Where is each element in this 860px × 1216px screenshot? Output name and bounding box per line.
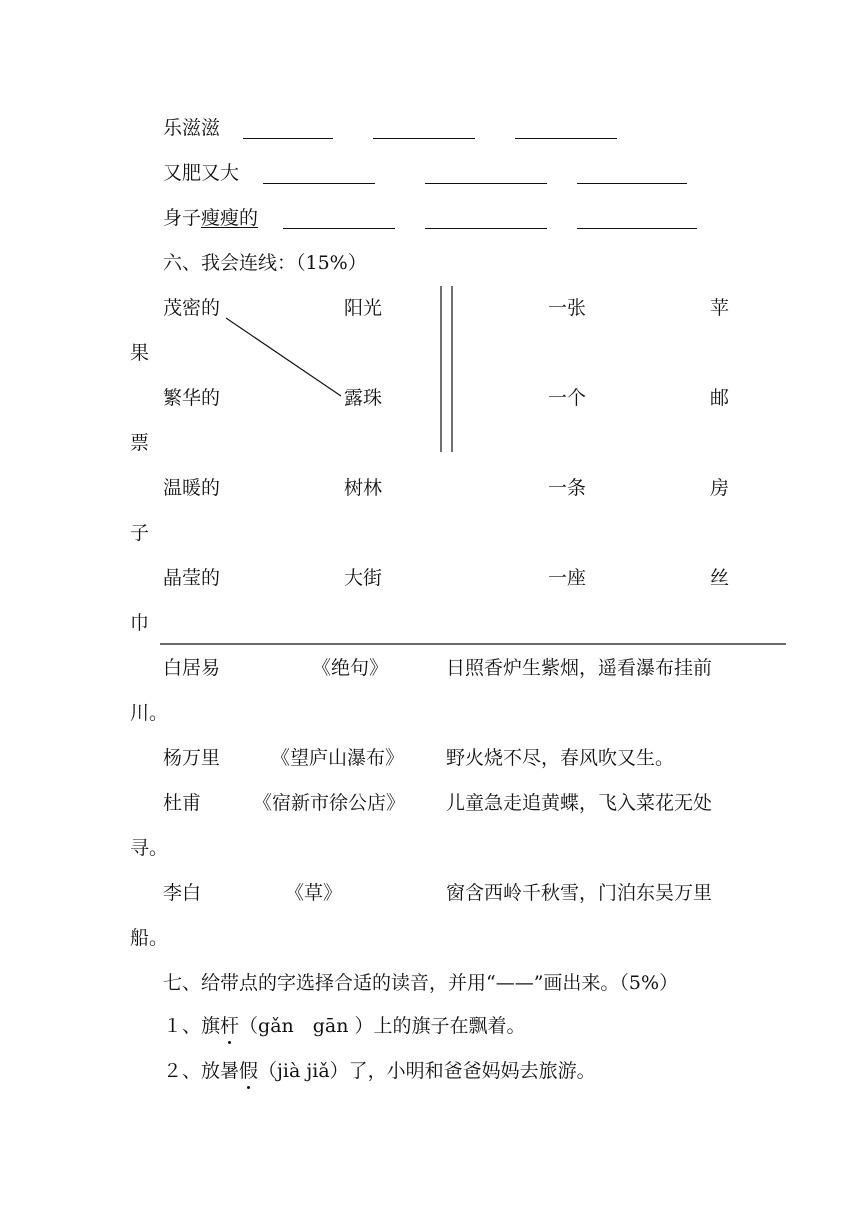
poet-name[interactable]: 白居易 bbox=[163, 657, 221, 679]
poem-title[interactable]: 《绝句》 bbox=[312, 657, 389, 679]
object-word-part[interactable]: 丝 bbox=[710, 567, 730, 589]
poet-name[interactable]: 杜甫 bbox=[163, 792, 202, 814]
question-1 bbox=[163, 1014, 526, 1038]
noun[interactable]: 大街 bbox=[344, 567, 383, 589]
dotted-character: 杆 bbox=[220, 1015, 240, 1037]
noun[interactable]: 阳光 bbox=[344, 297, 383, 319]
poem-line-cont: 船。 bbox=[130, 927, 169, 949]
object-word-part[interactable]: 邮 bbox=[710, 387, 730, 409]
poem-title[interactable]: 《宿新市徐公店》 bbox=[253, 792, 406, 814]
adjective[interactable]: 晶莹的 bbox=[163, 567, 221, 589]
measure-word[interactable]: 一张 bbox=[548, 297, 587, 319]
question-text: ２、放暑 bbox=[163, 1060, 240, 1082]
measure-word[interactable]: 一座 bbox=[548, 567, 587, 589]
example-connection-line bbox=[226, 318, 341, 396]
question-text: １、旗 bbox=[163, 1015, 221, 1037]
object-word-part[interactable]: 子 bbox=[130, 522, 150, 544]
section-6-title: 六、我会连线：（15%） bbox=[163, 252, 367, 274]
poem-title[interactable]: 《草》 bbox=[285, 882, 343, 904]
measure-word[interactable]: 一条 bbox=[548, 477, 587, 499]
dotted-character: 假 bbox=[239, 1060, 259, 1082]
question-2 bbox=[163, 1059, 596, 1083]
adjective[interactable]: 繁华的 bbox=[163, 387, 221, 409]
pinyin-options[interactable]: （jià jiǎ）了，小明和爸爸妈妈去旅游。 bbox=[258, 1060, 596, 1082]
blank-row-2-word: 又肥又大 bbox=[163, 162, 240, 184]
object-word-part[interactable]: 房 bbox=[710, 477, 730, 499]
object-word-part[interactable]: 巾 bbox=[130, 612, 150, 634]
object-word-part[interactable]: 票 bbox=[130, 432, 150, 454]
object-word-part[interactable]: 果 bbox=[130, 342, 150, 364]
adjective[interactable]: 温暖的 bbox=[163, 477, 221, 499]
object-word-part[interactable]: 苹 bbox=[710, 297, 730, 319]
pinyin-options[interactable]: （gǎn gān ）上的旗子在飘着。 bbox=[239, 1015, 526, 1037]
poem-line-cont: 川。 bbox=[130, 702, 169, 724]
poem-title[interactable]: 《望庐山瀑布》 bbox=[271, 747, 405, 769]
underlined-word: 瘦瘦的 bbox=[201, 207, 259, 229]
poem-line-cont: 寻。 bbox=[130, 837, 169, 859]
poem-line[interactable]: 窗含西岭千秋雪，门泊东吴万里 bbox=[446, 882, 713, 904]
noun[interactable]: 树林 bbox=[344, 477, 383, 499]
poem-line[interactable]: 儿童急走追黄蝶，飞入菜花无处 bbox=[446, 792, 713, 814]
measure-word[interactable]: 一个 bbox=[548, 387, 587, 409]
poem-line[interactable]: 野火烧不尽，春风吹又生。 bbox=[446, 747, 675, 769]
word-prefix: 身子 bbox=[163, 207, 202, 229]
section-7-title: 七、给带点的字选择合适的读音，并用“——”画出来。（5%） bbox=[163, 972, 679, 994]
poet-name[interactable]: 杨万里 bbox=[163, 747, 221, 769]
poem-line[interactable]: 日照香炉生紫烟，遥看瀑布挂前 bbox=[446, 657, 713, 679]
adjective[interactable]: 茂密的 bbox=[163, 297, 221, 319]
noun[interactable]: 露珠 bbox=[344, 387, 383, 409]
poet-name[interactable]: 李白 bbox=[163, 882, 202, 904]
blank-row-1-word: 乐滋滋 bbox=[163, 117, 221, 139]
